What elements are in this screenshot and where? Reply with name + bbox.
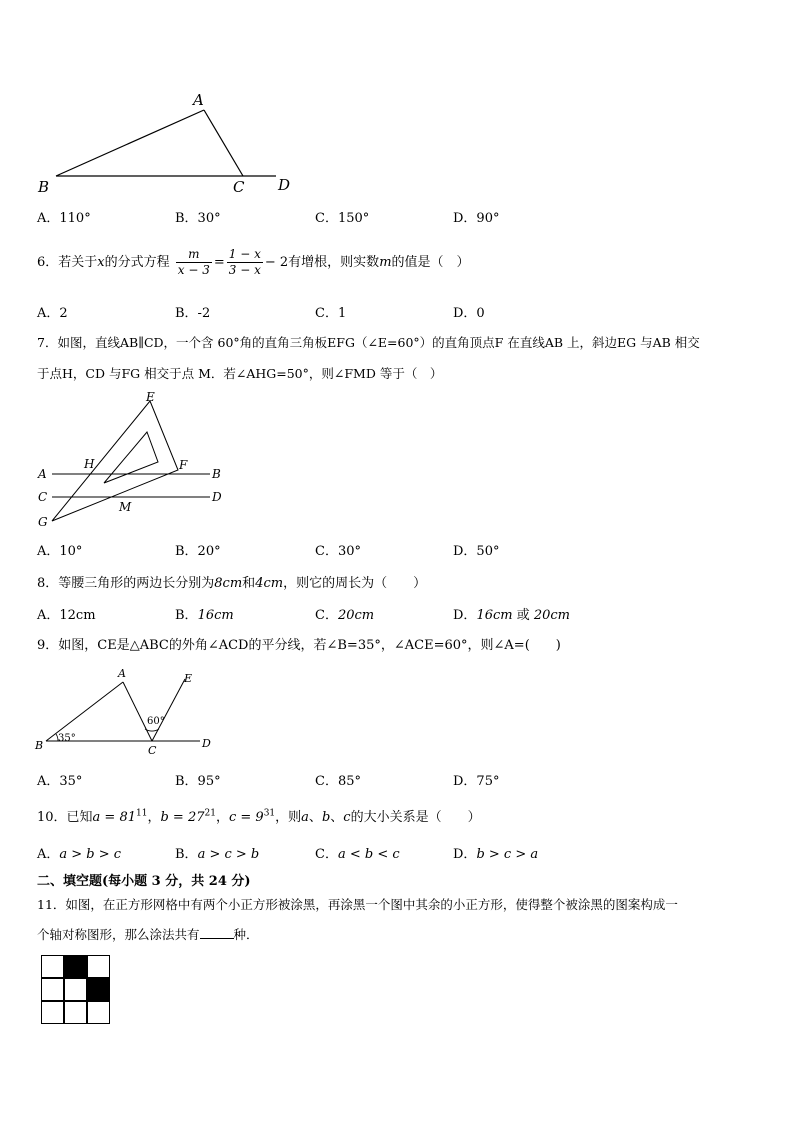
q10-c-exp: 31 <box>263 808 276 819</box>
q5-figure <box>30 88 310 198</box>
q6-var-m: m <box>379 255 392 270</box>
q8-value-2: 4cm <box>255 576 284 591</box>
q6-tail2: 有增根，则实数 <box>288 255 380 270</box>
q6-option-d: D．0 <box>453 306 485 321</box>
q9-label-d: D <box>202 737 211 750</box>
q8-option-c <box>315 604 374 623</box>
q9-angle-c: 60° <box>147 716 165 727</box>
q6-prefix: 6．若关于 <box>37 255 98 270</box>
q8-option-b-prefix: B． <box>175 608 198 623</box>
q10-sep-1: ， <box>147 810 161 825</box>
q11-line2 <box>37 925 259 943</box>
q7-label-a: A <box>38 467 47 481</box>
grid-cell-empty <box>41 955 64 978</box>
q11-grid-figure <box>41 955 110 1024</box>
q6-fraction-1 <box>176 247 212 278</box>
grid-cell-empty <box>41 1001 64 1024</box>
q8-option-a: A．12cm <box>37 608 96 623</box>
q8-value-1: 8cm <box>214 576 243 591</box>
q8-option-b <box>175 604 234 623</box>
q7-line1: 7．如图，直线AB∥CD，一个含 60°角的直角三角板EFG（∠E=60°）的直角顶点F 在直线AB 上，斜边EG 与AB 相交 <box>37 335 700 350</box>
q9-text: 9．如图，CE是△ABC的外角∠ACD的平分线，若∠B=35°，∠ACE=60°，则∠A=( ) <box>37 638 561 653</box>
q10-var-c: c <box>343 810 351 825</box>
q5-option-a: A．110° <box>37 211 91 226</box>
q10-then: ，则 <box>275 810 302 825</box>
q10-option-c-value: a < b < c <box>337 847 400 862</box>
q7-option-c: C．30° <box>315 544 361 559</box>
q6-frac2-den: 3 − x <box>228 263 261 277</box>
question-8 <box>37 572 426 591</box>
q6-option-b: B．-2 <box>175 306 211 321</box>
grid-cell-empty <box>87 955 110 978</box>
q8-option-c-value: 20cm <box>337 608 375 623</box>
q10-c-expr: c = 9 <box>228 810 264 825</box>
q10-sep-2: ， <box>215 810 229 825</box>
q7-label-d: D <box>212 490 222 504</box>
q8-option-d-value-2: 20cm <box>533 608 571 623</box>
q10-var-b: b <box>321 810 331 825</box>
q9-label-c: C <box>148 744 157 757</box>
q7-label-c: C <box>38 490 48 504</box>
q10-option-b <box>175 843 259 862</box>
q7-figure <box>30 390 230 530</box>
q9-figure <box>30 665 220 760</box>
q9-option-d: D．75° <box>453 774 500 789</box>
grid-cell-filled <box>64 955 87 978</box>
q8-option-d-value-1: 16cm <box>476 608 513 623</box>
q9-option-a: A．35° <box>37 774 83 789</box>
q7-option-d: D．50° <box>453 544 500 559</box>
q10-suffix: 的大小关系是（ ） <box>350 810 481 825</box>
q10-b-expr: b = 27 <box>160 810 205 825</box>
q6-mid: 的分式方程 <box>104 255 170 270</box>
q5-label-b: B <box>38 178 50 196</box>
grid-cell-filled <box>87 978 110 1001</box>
q8-option-b-value: 16cm <box>197 608 234 623</box>
q8-suffix: ，则它的周长为（ ） <box>283 576 427 591</box>
q11-line2-suffix: 种． <box>233 927 259 942</box>
q10-option-b-prefix: B． <box>175 847 198 862</box>
q8-and: 和 <box>242 576 256 591</box>
q9-label-a: A <box>118 667 126 680</box>
q5-label-d: D <box>278 176 291 194</box>
q10-a-expr: a = 81 <box>92 810 136 825</box>
q8-option-d-prefix: D． <box>453 608 477 623</box>
grid-cell-empty <box>64 1001 87 1024</box>
q7-label-b: B <box>212 467 221 481</box>
q7-option-b: B．20° <box>175 544 221 559</box>
q10-var-a: a <box>301 810 309 825</box>
grid-cell-empty <box>87 1001 110 1024</box>
q10-a-exp: 11 <box>136 808 148 819</box>
q9-angle-b: 35° <box>58 733 76 744</box>
q10-dot-1: 、 <box>308 810 322 825</box>
q8-prefix: 8．等腰三角形的两边长分别为 <box>37 576 215 591</box>
q11-line2-prefix: 个轴对称图形，那么涂法共有 <box>37 927 200 942</box>
q7-option-a: A．10° <box>37 544 83 559</box>
q7-label-h: H <box>84 457 95 471</box>
q10-option-a <box>37 843 121 862</box>
q10-option-d-value: b > c > a <box>476 847 539 862</box>
q7-line2: 于点H，CD 与FG 相交于点 M．若∠AHG=50°，则∠FMD 等于（ ） <box>37 366 443 381</box>
q11-answer-blank[interactable] <box>200 926 234 939</box>
grid-cell-empty <box>64 978 87 1001</box>
q6-frac1-num: m <box>176 247 212 263</box>
q7-label-g: G <box>38 515 48 529</box>
question-10 <box>37 806 481 825</box>
q5-label-a: A <box>193 91 204 109</box>
q10-option-a-prefix: A． <box>37 847 60 862</box>
q8-option-d-or: 或 <box>512 608 534 623</box>
q6-frac1-den: x − 3 <box>177 263 210 277</box>
q6-option-c: C．1 <box>315 306 347 321</box>
q10-prefix: 10．已知 <box>37 810 93 825</box>
q9-label-b: B <box>35 739 44 752</box>
q7-label-e: E <box>146 390 155 404</box>
q6-var-x: x <box>97 255 105 270</box>
q5-option-b: B．30° <box>175 211 221 226</box>
q6-tail3: 的值是（ ） <box>391 255 470 270</box>
q5-option-d: D．90° <box>453 211 500 226</box>
q7-label-f: F <box>179 458 188 472</box>
q6-fraction-2 <box>227 247 263 278</box>
q6-option-a: A．2 <box>37 306 68 321</box>
q9-option-b: B．95° <box>175 774 221 789</box>
q10-b-exp: 21 <box>204 808 216 819</box>
q10-option-c <box>315 843 400 862</box>
q5-option-c: C．150° <box>315 211 370 226</box>
q8-option-c-prefix: C． <box>315 608 338 623</box>
q5-label-c: C <box>233 178 245 196</box>
q10-dot-2: 、 <box>330 810 344 825</box>
q9-label-e: E <box>184 672 193 685</box>
q10-option-d-prefix: D． <box>453 847 477 862</box>
q9-option-c: C．85° <box>315 774 361 789</box>
q10-option-c-prefix: C． <box>315 847 338 862</box>
q10-option-d <box>453 843 538 862</box>
q10-option-a-value: a > b > c <box>59 847 122 862</box>
q6-frac2-num: 1 − x <box>228 247 261 261</box>
q6-eq: = <box>213 255 225 270</box>
section-2-title: 二、填空题(每小题 3 分，共 24 分) <box>37 874 251 889</box>
q6-tail1: − 2 <box>264 255 289 270</box>
q10-option-b-value: a > c > b <box>197 847 260 862</box>
q8-option-d <box>453 604 570 623</box>
question-6 <box>37 245 470 281</box>
grid-cell-empty <box>41 978 64 1001</box>
q11-line1: 11．如图，在正方形网格中有两个小正方形被涂黑，再涂黑一个图中其余的小正方形，使得整个被涂黑的图案构成一 <box>37 897 678 912</box>
q7-label-m: M <box>119 500 132 514</box>
